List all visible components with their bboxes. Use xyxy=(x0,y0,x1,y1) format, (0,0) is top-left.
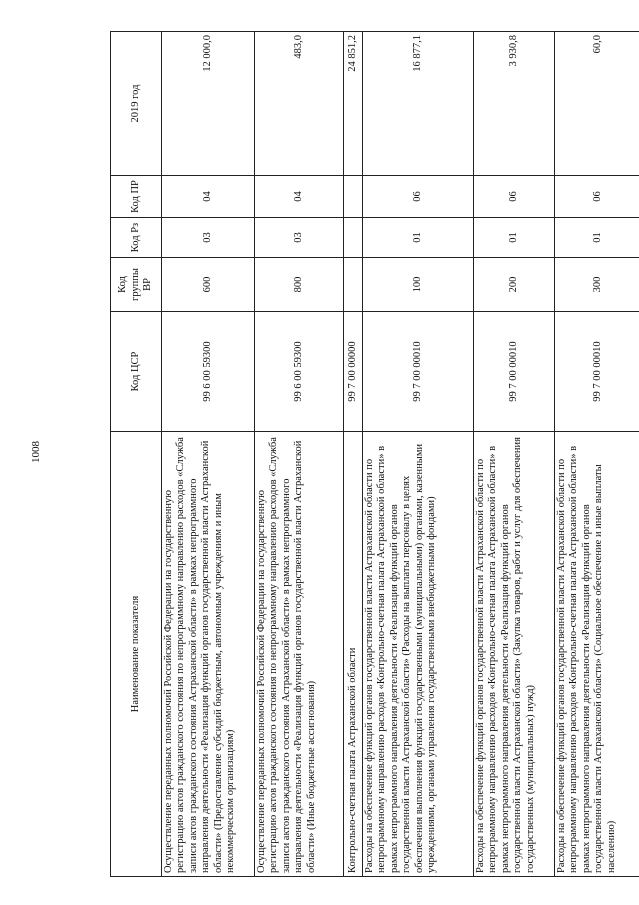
table-row xyxy=(555,32,639,877)
row-amount: 483,0 xyxy=(255,32,344,176)
row-name: Осуществление переданных полномочий Российской Федерации на государственную регистрацию актов гражданского состояния по непрограммному направлению расходов «Служба записи актов гражданского состояния Астраханской области» в рамках непрограммного направления деятельности «Реализация функций органов государственной власти Астраханской области» (Иные бюджетные ассигнования) xyxy=(255,432,344,877)
row-name: Расходы на обеспечение функций органов государственной власти Астраханской области по непрограммному направлению расходов «Контрольно-счетная палата Астраханской области» в рамках непрограммного направления деятельности «Реализация функций органов государственной власти Астраханской области» (Социальное обеспечение и иные выплаты населению) xyxy=(555,432,639,877)
row-amount: 16 877,1 xyxy=(363,32,474,176)
table-row xyxy=(474,32,555,877)
row-csr: 99 7 00 00000 xyxy=(344,312,363,432)
table-row xyxy=(162,32,255,877)
row-amount: 60,0 xyxy=(555,32,639,176)
page-number: 1008 xyxy=(30,441,42,463)
row-csr: 99 7 00 00010 xyxy=(363,312,474,432)
row-name: Расходы на обеспечение функций органов государственной власти Астраханской области по непрограммному направлению расходов «Контрольно-счетная палата Астраханской области» в рамках непрограммного направления деятельности «Реализация функций органов государственной власти Астраханской области» (Закупка товаров, работ и услуг для обеспечения государственных (муниципальных) нужд) xyxy=(474,432,555,877)
row-pr: 06 xyxy=(555,176,639,218)
row-amount: 12 000,0 xyxy=(162,32,255,176)
row-csr: 99 7 00 00010 xyxy=(474,312,555,432)
row-pr: 06 xyxy=(474,176,555,218)
row-amount: 3 930,8 xyxy=(474,32,555,176)
row-vr: 300 xyxy=(555,258,639,312)
rotated-table-area xyxy=(110,32,625,877)
row-rz: 01 xyxy=(474,218,555,258)
row-vr xyxy=(344,258,363,312)
row-name: Осуществление переданных полномочий Российской Федерации на государственную регистрацию актов гражданского состояния по непрограммному направлению расходов «Служба записи актов гражданского состояния Астраханской области» в рамках непрограммного направления деятельности «Реализация функций органов государственной власти Астраханской области» (Предоставление субсидий бюджетным, автономным учреждениям и иным некоммерческим организациям) xyxy=(162,432,255,877)
table-header-row xyxy=(111,32,162,877)
header-name: Наименование показателя xyxy=(111,432,162,877)
row-vr: 200 xyxy=(474,258,555,312)
header-rz: Код Рз xyxy=(111,218,162,258)
row-pr: 06 xyxy=(363,176,474,218)
row-rz xyxy=(344,218,363,258)
row-amount: 24 851,2 xyxy=(344,32,363,176)
row-rz: 01 xyxy=(363,218,474,258)
header-vr: Код группы ВР xyxy=(111,258,162,312)
table-row xyxy=(344,32,363,877)
row-csr: 99 6 00 59300 xyxy=(162,312,255,432)
table-row xyxy=(255,32,344,877)
row-rz: 03 xyxy=(162,218,255,258)
row-pr: 04 xyxy=(162,176,255,218)
header-pr: Код ПР xyxy=(111,176,162,218)
row-name: Контрольно-счетная палата Астраханской области xyxy=(344,432,363,877)
header-year: 2019 год xyxy=(111,32,162,176)
row-rz: 01 xyxy=(555,218,639,258)
header-csr: Код ЦСР xyxy=(111,312,162,432)
row-pr: 04 xyxy=(255,176,344,218)
row-pr xyxy=(344,176,363,218)
table-row xyxy=(363,32,474,877)
budget-table xyxy=(110,31,639,877)
row-vr: 600 xyxy=(162,258,255,312)
row-name: Расходы на обеспечение функций органов государственной власти Астраханской области по непрограммному направлению расходов «Контрольно-счетная палата Астраханской области» в рамках непрограммного направления деятельности «Реализация функций органов государственной власти Астраханской области» (Расходы на выплаты персоналу в целях обеспечения выполнения функций государственными (муниципальными) органами, казенными учреждениями, органами управления государственными внебюджетными фондами) xyxy=(363,432,474,877)
row-csr: 99 6 00 59300 xyxy=(255,312,344,432)
row-vr: 100 xyxy=(363,258,474,312)
row-rz: 03 xyxy=(255,218,344,258)
row-vr: 800 xyxy=(255,258,344,312)
row-csr: 99 7 00 00010 xyxy=(555,312,639,432)
